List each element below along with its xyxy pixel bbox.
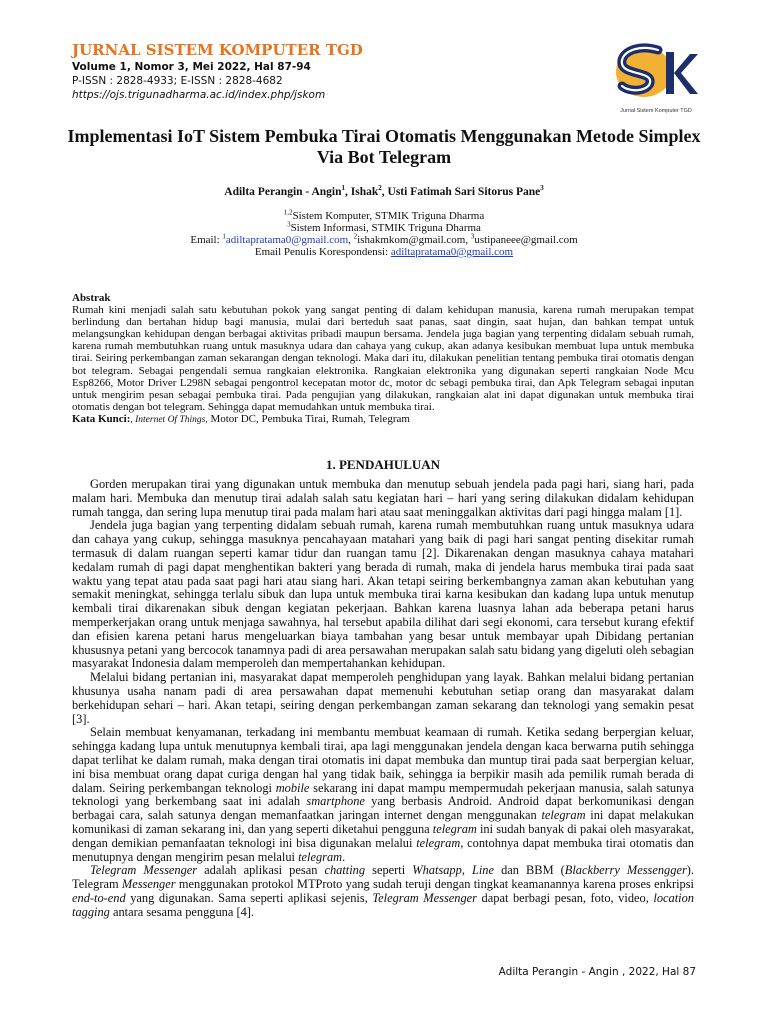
email-1-sup: 1 <box>222 232 226 241</box>
correspondence-line <box>60 246 708 258</box>
sk-logo-icon <box>608 42 704 106</box>
p5-bbm: Blackberry Messengger <box>564 863 687 878</box>
author-1-sup: 1 <box>341 184 346 193</box>
p4-telegram-4: telegram <box>298 849 343 864</box>
p4-seg-b: sekarang ini dapat mampu mempermudah pekerjaan manusia, salah satunya teknologi yang berkembang saat ini adalah <box>72 780 694 809</box>
p5-seg-e: menggunakan protokol MTProto yang sudah teruji dengan tingkat keamanannya karena proses enkripsi <box>175 877 694 892</box>
abstract-text: Rumah kini menjadi salah satu kebutuhan pokok yang sangat penting di dalam kehidupan manusia, karena rumah merupakan tempat berlindung dan bertahan hidup bagi manusia, mulai dari berteduh saat panas, saat dingin, saat hujan, dan bahkan tempat untuk melangsungkan kehidupan dengan berbagai aktivitas pribadi maupun bersama. Jendela juga bagian yang terpenting didalam sebuah rumah, karena rumah membutuhkan ruang untuk masuknya udara dan cahaya yang cukup, akan adanya kesibukan membuat lupa untuk membuka tirai. Seiring perkembangan zaman sekarangan dengan teknologi. Maka dari itu, dilakukan penelitian tentang pembuka tirai otomatis dengan bot telegram. Sebagai pengendali semua rangkaian elektronika. Rangkaian elektronika yang digunakan seperti rangkaian Node Mcu Esp8266, Motor Driver L298N sebagai pengontrol kecepatan motor dc, motor dc sebagi pembuka tirai, dan Apk Telegram sebagai inputan untuk mengirim pesan sebagai pembuka tirai. Pada pengujian yang dilakukan, rangkaian alat ini dapat digunakan untuk membuka tirai otomatis dengan bot telegram. Sehingga dapat memudahkan untuk membuka tirai. <box>72 304 694 413</box>
affiliations <box>60 210 708 258</box>
keywords-line <box>72 413 694 426</box>
author-2-sup: 2 <box>378 184 382 193</box>
email-line: Email: $^1$adiltapratama0@gmail.com, $^2$ishakmkom@gmail.com, $^3$ustipaneee@gmail.com <box>190 232 578 246</box>
journal-name: JURNAL SISTEM KOMPUTER TGD <box>72 41 363 59</box>
author-1: Adilta Perangin - Angin <box>224 186 342 198</box>
issn-info: P-ISSN : 2828-4933; E-ISSN : 2828-4682 <box>72 75 283 87</box>
p4-seg-a: Selain membuat kenyamanan, terkadang ini membantu membuat keamaan di rumah. Ketika sedang berpergian keluar, sehingga kadang lupa untuk menutupnya kembali tirai, apa lagi menggunakan jendela dengan kaca berwarna putih sehingga dapat terlihat ke dalam rumah, maka dengan tirai otomatis ini dapat membuka dan muntup tirai pada saat berpergian keluar, ini bisa membuat orang dapat curiga dengan hal yang tidak baik, sehingga ia berpikir masih ada pemilik rumah berada di dalam. Seiring perkembangan teknologi <box>72 725 694 795</box>
p4-seg-g: . <box>342 849 346 864</box>
p5-seg-a: adalah aplikasi pesan <box>197 863 325 878</box>
affiliation-2 <box>60 222 708 234</box>
p5-telegram-messenger-2: Telegram Messenger <box>372 890 477 905</box>
email-3-text: ustipaneee@gmail.com <box>474 234 578 246</box>
journal-logo <box>608 42 704 114</box>
author-2: Ishak <box>350 186 379 198</box>
section-heading: 1. PENDAHULUAN <box>325 457 441 472</box>
author-3-sup: 3 <box>540 184 544 193</box>
paragraph-5 <box>72 864 694 919</box>
p4-seg-e: ini sudah banyak di pakai oleh masyarakat, dengan demikian pemanfaatan teknologi ini bisa digunakan melalui <box>72 821 694 850</box>
email-2-sup: 2 <box>353 232 358 241</box>
journal-header <box>72 41 592 102</box>
p5-seg-d: ). Telegram <box>72 863 694 892</box>
p4-seg-d: ini dapat melakukan komunikasi di zaman sekarang ini, dan yang seperti diketahui pengguna <box>72 808 694 836</box>
paragraph-3: Melalui bidang pertanian ini, masyarakat dapat memperoleh penghidupan yang layak. Bahkan melalui bidang pertanian khusunya usaha nanam padi di area persawahan dapat memenuhi kebutuhan setiap orang dan masyarakat dalam berkehidupan sehari – hari. Akan tetapi, seiring dengan perkembangan zaman sekarang dan teknologi yang semakin pesat [3]. <box>72 670 694 726</box>
affiliation-2-sup: 3 <box>287 220 291 229</box>
p4-seg-c: yang berbasis Android. Android dapat berkomunikasi dengan berbagai cara, salah satunya dengan memanfaatkan jaringan internet dengan menggunakan <box>72 794 695 823</box>
affiliation-1-text: Sistem Komputer, STMIK Triguna Dharma <box>292 210 485 222</box>
abstract-heading: Abstrak <box>72 292 111 304</box>
p4-telegram-3: telegram <box>416 835 461 850</box>
p5-seg-c: dan BBM ( <box>494 863 565 878</box>
author-3: Usti Fatimah Sari Sitorus Pane <box>387 186 541 198</box>
p5-seg-h: antara sesama pengguna [4]. <box>109 904 255 919</box>
p4-telegram-1: telegram <box>541 808 586 823</box>
p5-location-tagging: location tagging <box>72 890 694 919</box>
email-label: Email: <box>190 234 223 246</box>
paper-title: Implementasi IoT Sistem Pembuka Tirai Otomatis Menggunakan Metode Simplex Via Bot Telegram <box>67 126 701 167</box>
p5-messenger: Messenger <box>121 877 176 892</box>
email-1-link[interactable]: adiltapratama0@gmail.com <box>225 234 349 246</box>
p5-chatting: chatting <box>324 863 366 878</box>
journal-url[interactable]: https://ojs.trigunadharma.ac.id/index.php/jskom <box>72 89 326 101</box>
p4-telegram-2: telegram <box>432 821 477 836</box>
p5-seg-g: dapat berbagi pesan, foto, video, <box>476 890 654 905</box>
paragraph-2: Jendela juga bagian yang terpenting didalam sebuah rumah, karena rumah membutuhkan ruang untuk masuknya udara dan cahaya yang cukup, sehingga masuknya pencahayaan matahari yang baik di pagi hari sangat penting disekitar rumah termasuk di dalam ruangan seperti kamar tidur dan ruangan tamu [2]. Dikarenakan dengan masuknya cahaya matahari kedalam rumah di pagi dapat menghentikan bakteri yang berada di rumah, maka di jendela harus membuka tirai pada saat waktu yang tepat atau pada saat pagi hari atau siang hari. Akan tetapi seiring berkembangnya zaman akan kebutuhan yang semakit meningkat, sehingga terlalu sibuk dan lupa untuk membuka tirai karna kesibukan dan kadang lupa untuk menutup kembali tirai dikarenakan sibuk dengan kegiatan pekerjaan. Bahkan karena luasnya lahan ada beberapa petani harus memperkerjakan orang untuk menjaga sawahnya, hal tersebut apabila dilihat dari segi ekonomi, cara tersebut kurang efektif dan efisien karena petani harus mengeluarkan biaya tambahan yang besar untuk membayar upah Dibidang pertanian khususnya petani yang bercocok tanamnya padi di area persawahan merupakan salah satu bidang yang digeluti oleh sebagian masyarakat Indonesia dalam memperoleh dan mempertahankan kehidupan. <box>72 518 694 671</box>
p4-mobile: mobile <box>275 780 310 795</box>
body-text <box>72 478 694 920</box>
affiliation-1 <box>60 210 708 222</box>
abstract-block <box>72 292 694 426</box>
p5-telegram-messenger-1: Telegram Messenger <box>90 863 198 878</box>
correspondence-email-link[interactable]: adiltapratama0@gmail.com <box>390 246 514 258</box>
volume-info: Volume 1, Nomor 3, Mei 2022, Hal 87-94 <box>72 61 311 73</box>
logo-caption: Jurnal Sistem Komputer TGD <box>620 108 692 114</box>
paragraph-4 <box>72 726 694 864</box>
p4-smartphone: smartphone <box>306 794 365 809</box>
affiliation-2-text: Sistem Informasi, STMIK Triguna Dharma <box>290 222 481 234</box>
p5-seg-f: yang digunakan. Sama seperti aplikasi sejenis, <box>125 890 373 905</box>
p4-seg-f: , contohnya dapat membuka tirai otomatis dan menutupnya dengan mengirim pesan melalui <box>72 835 695 864</box>
email-3-sup: 3 <box>470 232 475 241</box>
affiliation-1-sup: 1,2 <box>283 208 293 217</box>
p5-seg-b: seperti <box>365 863 413 878</box>
keywords-italic: , Internet Of Things, <box>130 414 208 425</box>
paragraph-1: Gorden merupakan tirai yang digunakan untuk membuka dan menutup sebuah jendela pada pagi hari, siang hari, pada malam hari. Membuka dan menutup tirai adalah salah satu kegiatan hari – hari yang sering dilakukan didalam kehidupan rumah tangga, dan sering lupa menutup tirai pada malam hari atau saat meninggalkan aktivitas dari pagi hingga malam [1]. <box>72 477 694 519</box>
correspondence-label: Email Penulis Korespondensi: <box>254 246 391 258</box>
page-footer: Adilta Perangin - Angin , 2022, Hal 87 <box>498 966 696 978</box>
keywords-label: Kata Kunci: <box>72 412 131 425</box>
author-list: Adilta Perangin - Angin$^1$, Ishak$^2$, Usti Fatimah Sari Sitorus Pane$^3$ <box>224 184 544 198</box>
p5-end-to-end: end-to-end <box>72 890 126 905</box>
p5-whatsapp-line: Whatsapp, Line <box>412 863 495 878</box>
keywords-rest: Motor DC, Pembuka Tirai, Rumah, Telegram <box>207 412 410 425</box>
email-2-text: ishakmkom@gmail.com <box>357 234 466 246</box>
